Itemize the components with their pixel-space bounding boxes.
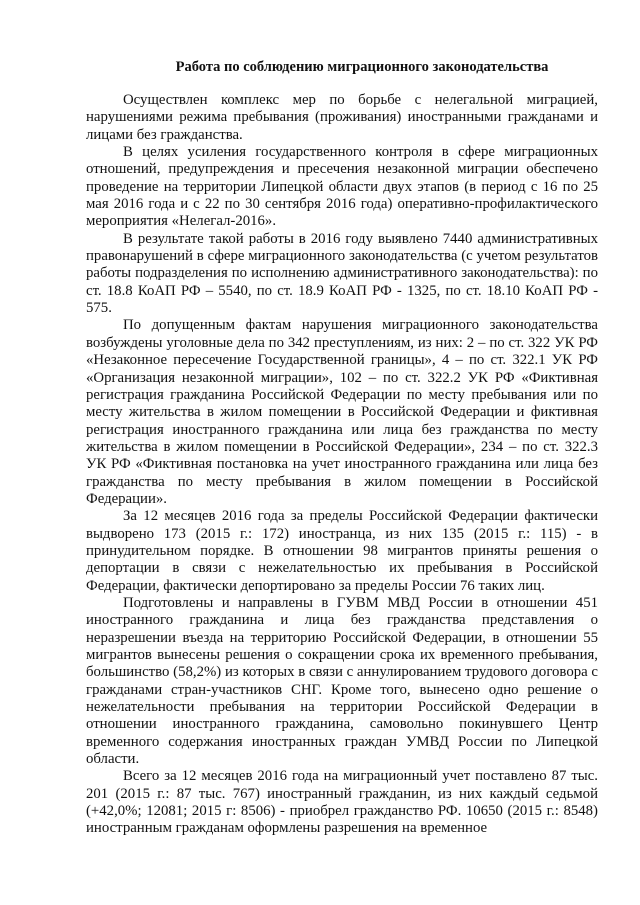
paragraph-2: В целях усиления государственного контроля в сфере миграционных отношений, предупреждения и пресечения незаконной миграции обеспечено проведение на территории Липецкой области двух этапов (в период с 16 по 25 мая 2016 года и с 22 по 30 сентября 2016 года) оперативно-профилактического мероприятия «Нелегал-2016».	[86, 144, 598, 230]
paragraph-7: Всего за 12 месяцев 2016 года на миграционный учет поставлено 87 тыс. 201 (2015 г.: 87 тыс. 767) иностранный гражданин, из них каждый седьмой (+42,0%; 12081; 2015 г: 8506) - приобрел гражданство РФ. 10650 (2015 г.: 8548) иностранным гражданам оформлены разрешения на временное	[86, 768, 598, 837]
paragraph-4: По допущенным фактам нарушения миграционного законодательства возбуждены уголовные дела по 342 преступлениям, из них: 2 – по ст. 322 УК РФ «Незаконное пересечение Государственной границы», 4 – по ст. 322.1 УК РФ «Организация незаконной миграции», 102 – по ст. 322.2 УК РФ «Фиктивная регистрация гражданина Российской Федерации по месту пребывания или по месту жительства в жилом помещении в Российской Федерации и фиктивная регистрация иностранного гражданина или лица без гражданства по месту жительства в жилом помещении в Российской Федерации», 234 – по ст. 322.3 УК РФ «Фиктивная постановка на учет иностранного гражданина или лица без гражданства по месту пребывания в жилом помещении в Российской Федерации».	[86, 317, 598, 507]
document-body	[86, 92, 598, 838]
document-title: Работа по соблюдению миграционного законодательства	[175, 59, 549, 75]
paragraph-6: Подготовлены и направлены в ГУВМ МВД России в отношении 451 иностранного гражданина и лица без гражданства представления о неразрешении въезда на территорию Российской Федерации, в отношении 55 мигрантов вынесены решения о сокращении срока их временного пребывания, большинство (58,2%) из которых в связи с аннулированием трудового договора с гражданами стран-участников СНГ. Кроме того, вынесено одно решение о нежелательности пребывания на территории Российской Федерации в отношении иностранного гражданина, самовольно покинувшего Центр временного содержания иностранных граждан УМВД России по Липецкой области.	[86, 594, 598, 768]
paragraph-1: Осуществлен комплекс мер по борьбе с нелегальной миграцией, нарушениями режима пребывания (проживания) иностранными гражданами и лицами без гражданства.	[86, 92, 598, 143]
paragraph-5: За 12 месяцев 2016 года за пределы Российской Федерации фактически выдворено 173 (2015 г.: 172) иностранца, из них 135 (2015 г.: 115) - в принудительном порядке. В отношении 98 мигрантов приняты решения о депортации в связи с нежелательностью их пребывания в Российской Федерации, фактически депортировано за пределы России 76 таких лиц.	[86, 508, 598, 594]
paragraph-3: В результате такой работы в 2016 году выявлено 7440 административных правонарушений в сфере миграционного законодательства (с учетом результатов работы подразделения по исполнению административного законодательства): по ст. 18.8 КоАП РФ – 5540, по ст. 18.9 КоАП РФ - 1325, по ст. 18.10 КоАП РФ - 575.	[86, 230, 598, 317]
